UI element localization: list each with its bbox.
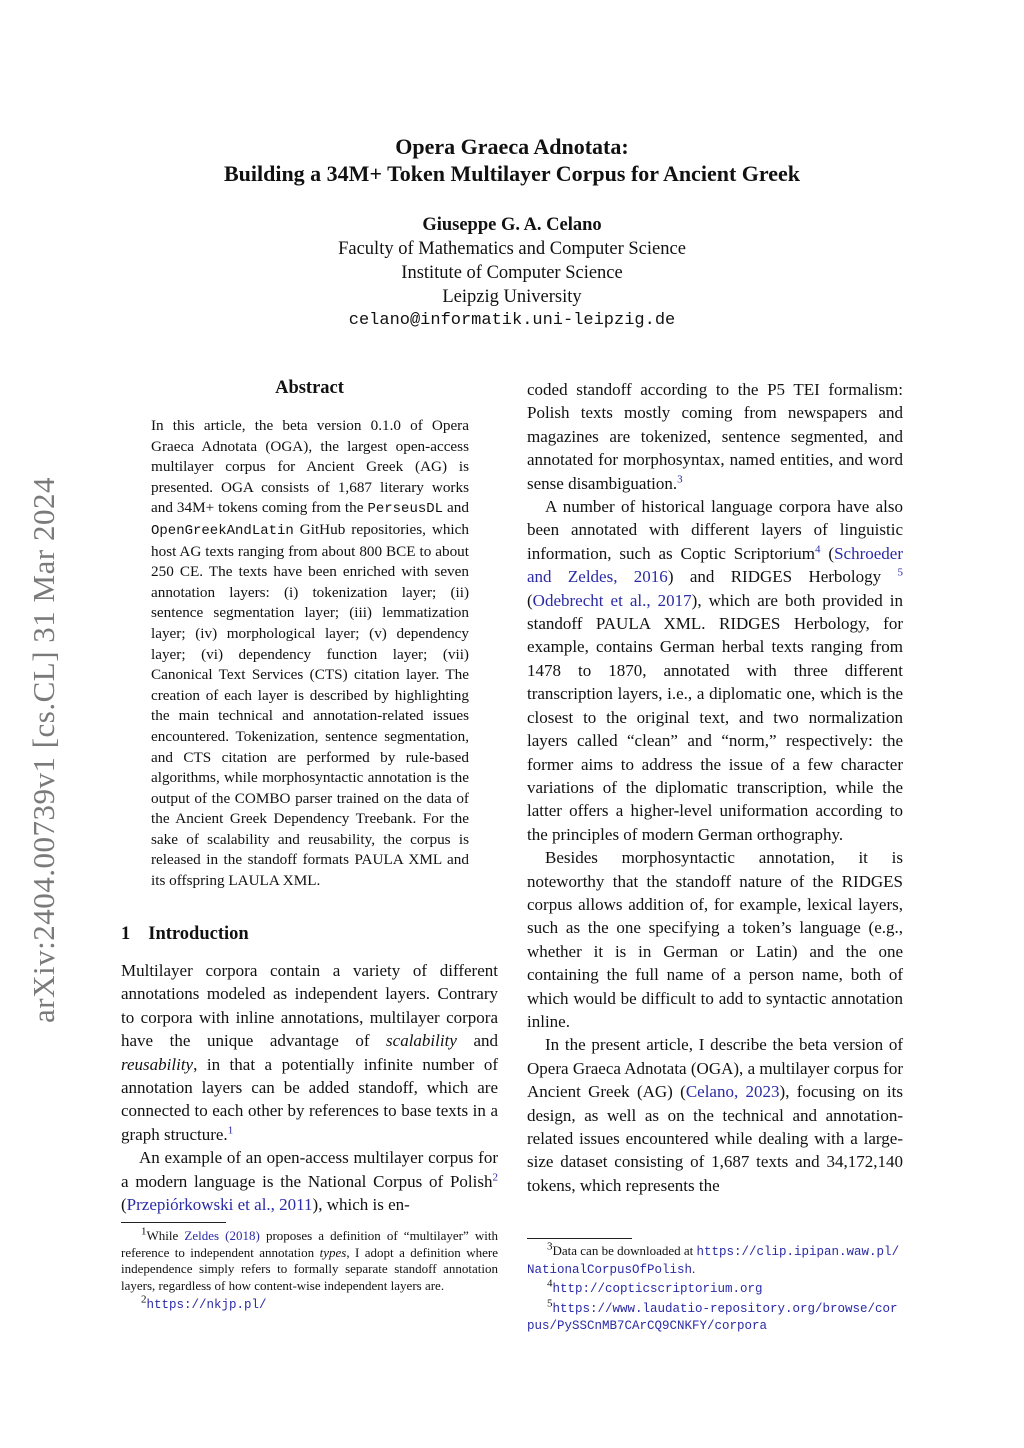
footnote-url[interactable]: https://nkjp.pl/ <box>146 1298 267 1312</box>
footnote-marker[interactable]: 1 <box>227 1124 234 1137</box>
title-line-2: Building a 34M+ Token Multilayer Corpus for Ancient Greek <box>223 161 801 186</box>
footnote-marker[interactable]: 5 <box>897 566 904 579</box>
text-run: An example of an open-access multilayer corpus for a modern language is the National Corpus of Polish <box>121 1148 498 1191</box>
author-name: Giuseppe G. A. Celano <box>422 215 602 235</box>
footnote-rule <box>121 1222 226 1223</box>
text-run: ), focusing on its design, as well as on the technical and annotation-related issues encountered while dealing with a large-size dataset consisting of 1,687 texts and 34,172,140 tokens, which represents the <box>527 1082 903 1195</box>
text-run: ( <box>121 1195 127 1215</box>
citation-link[interactable]: Odebrecht et al., 2017 <box>532 590 692 610</box>
text-run: proposes a definition of “multilayer” with reference to independent annotation <box>121 1228 498 1260</box>
abstract-text <box>151 416 469 892</box>
text-run: ) and RIDGES Herbology <box>667 567 898 587</box>
affiliation-2: Institute of Computer Science <box>401 263 623 283</box>
footnote-marker[interactable]: 2 <box>492 1171 498 1183</box>
section-heading-introduction <box>121 924 249 945</box>
title-line-1: Opera Graeca Adnotata: <box>395 134 629 159</box>
footnote-url[interactable]: https://www.laudatio-repository.org/browse/corpus/PySSCnMB7CArCQ9CNKFY/corpora <box>527 1301 898 1333</box>
emphasis: reusability <box>121 1054 194 1074</box>
author-email[interactable]: celano@informatik.uni-leipzig.de <box>348 311 676 330</box>
paragraph <box>121 1146 498 1216</box>
text-run: In the present article, I describe the beta version of Opera Graeca Adnotata (OGA), a multilayer corpus for Ancient Greek (AG) ( <box>527 1035 903 1102</box>
text-run: , in that a potentially infinite number of annotation layers can be added standoff, which are connected to each other by references to base texts in a graph structure. <box>121 1054 498 1144</box>
right-column-body <box>527 378 903 1197</box>
footnote-number: 1 <box>141 1225 147 1238</box>
affiliation-1: Faculty of Mathematics and Computer Science <box>338 239 686 259</box>
emphasis: types <box>319 1244 347 1260</box>
repo-name-opengreek: OpenGreekAndLatin <box>151 522 294 539</box>
abstract-text-part: GitHub repositories, which host AG texts ranging from about 800 BCE to about 250 CE. The texts have been enriched with seven annotation layers: (i) tokenization layer; (ii) sentence segmentation layer; (iii) lemmatization layer; (iv) morphological layer; (v) dependency layer; (vi) dependency function layer; (vii) Canonical Text Services (CTS) citation layer. The creation of each layer is described by highlighting the main technical and annotation-related issues encountered. Tokenization, sentence segmentation, and CTS citation are performed by rule-based algorithms, while morphosyntactic annotation is the output of the COMBO parser trained on the data of the Ancient Greek Dependency Treebank. For the sake of scalability and reusability, the corpus is released in the standoff formats PAULA XML and its offspring LAULA XML. <box>151 520 469 890</box>
paragraph <box>527 378 903 495</box>
citation-link[interactable]: Schroeder and Zeldes, 2016 <box>527 543 903 587</box>
intro-body <box>121 959 498 1216</box>
paragraph <box>527 495 903 846</box>
footnote <box>527 1297 903 1335</box>
arxiv-stamp: arXiv:2404.00739v1 [cs.CL] 31 Mar 2024 <box>26 477 61 1023</box>
text-run: coded standoff according to the P5 TEI formalism: Polish texts mostly coming from newspapers and magazines are tokenized, sentence segmented, and annotated for morphosyntax, named entities, and word sense disambiguation. <box>527 380 903 493</box>
footnote-rule <box>527 1238 632 1239</box>
footnote-number: 5 <box>547 1297 553 1310</box>
text-run: A number of historical language corpora have also been annotated with different layers of linguistic information, such as Coptic Scriptorium <box>527 497 903 563</box>
citation-link[interactable]: Przepiórkowski et al., 2011 <box>126 1195 313 1215</box>
abstract-text-part: and <box>443 499 469 517</box>
text-run: and <box>456 1031 498 1051</box>
footnote <box>121 1293 498 1314</box>
footnote-url[interactable]: http://copticscriptorium.org <box>552 1282 763 1296</box>
paragraph <box>527 846 903 1033</box>
footnotes-right <box>527 1240 903 1337</box>
footnote <box>527 1240 903 1278</box>
footnote-marker[interactable]: 3 <box>677 472 683 485</box>
text-run: Besides morphosyntactic annotation, it is noteworthy that the standoff nature of the RIDGES corpus allows addition of, for example, lexical layers, such as the one specifying a token’s language (e.g., whether it is in German or Latin) and the one containing the full name of a person name, both of which would be difficult to add to syntactic annotation inline. <box>527 848 903 1031</box>
affiliation-3: Leipzig University <box>442 287 582 307</box>
text-run: Multilayer corpora contain a variety of different annotations modeled as independent layers. Contrary to corpora with inline annotations, multilayer corpora have the unique advantage of <box>121 961 498 1051</box>
citation-link[interactable]: Celano, 2023 <box>685 1082 780 1102</box>
footnote-number: 2 <box>141 1293 147 1306</box>
paragraph <box>121 959 498 1146</box>
emphasis: scalability <box>386 1031 457 1051</box>
abstract-heading: Abstract <box>275 378 344 398</box>
text-run: ( <box>820 543 835 563</box>
section-number: 1 <box>121 924 131 944</box>
paragraph <box>527 1033 903 1197</box>
footnote <box>121 1225 498 1294</box>
text-run: While <box>146 1228 185 1243</box>
section-title: Introduction <box>148 924 249 944</box>
text-run: ), which are both provided in standoff PAULA XML. RIDGES Herbology, for example, contains German herbal texts ranging from 1478 to 1870, annotated with three different transcription layers, i.e., a diplomatic one, which is the closest to the original text, and two normalization layers called “clean” and “norm,” respectively: the former aims to address the issue of a few character variations of the diplomatic transcription, while the latter offers a higher-level uniformation according to the principles of modern German orthography. <box>527 590 903 844</box>
footnote <box>527 1277 903 1298</box>
author-block <box>0 213 1024 333</box>
text-run: . <box>692 1260 696 1276</box>
paper-title <box>0 133 1024 187</box>
text-run: ( <box>527 590 533 610</box>
text-run: , I adopt a definition where independence simply refers to formally separate standoff annotation layers, regardless of how content-wise independent layers are. <box>121 1244 498 1293</box>
repo-name-perseus: PerseusDL <box>367 501 444 518</box>
footnote-marker[interactable]: 4 <box>815 543 821 556</box>
abstract-text-part: In this article, the beta version 0.1.0 of Opera Graeca Adnotata (OGA), the largest open-access multilayer corpus for Ancient Greek (AG) is presented. OGA consists of 1,687 literary works and 34M+ tokens coming from the <box>151 417 469 517</box>
text-run: ), which is en- <box>312 1195 410 1215</box>
footnote-number: 3 <box>547 1240 553 1253</box>
citation-link[interactable]: Zeldes (2018) <box>184 1228 260 1243</box>
text-run: Data can be downloaded at <box>552 1243 697 1258</box>
footnote-url[interactable]: https://clip.ipipan.waw.pl/NationalCorpusOfPolish <box>527 1245 900 1277</box>
footnotes-left <box>121 1225 498 1316</box>
footnote-number: 4 <box>547 1277 553 1290</box>
